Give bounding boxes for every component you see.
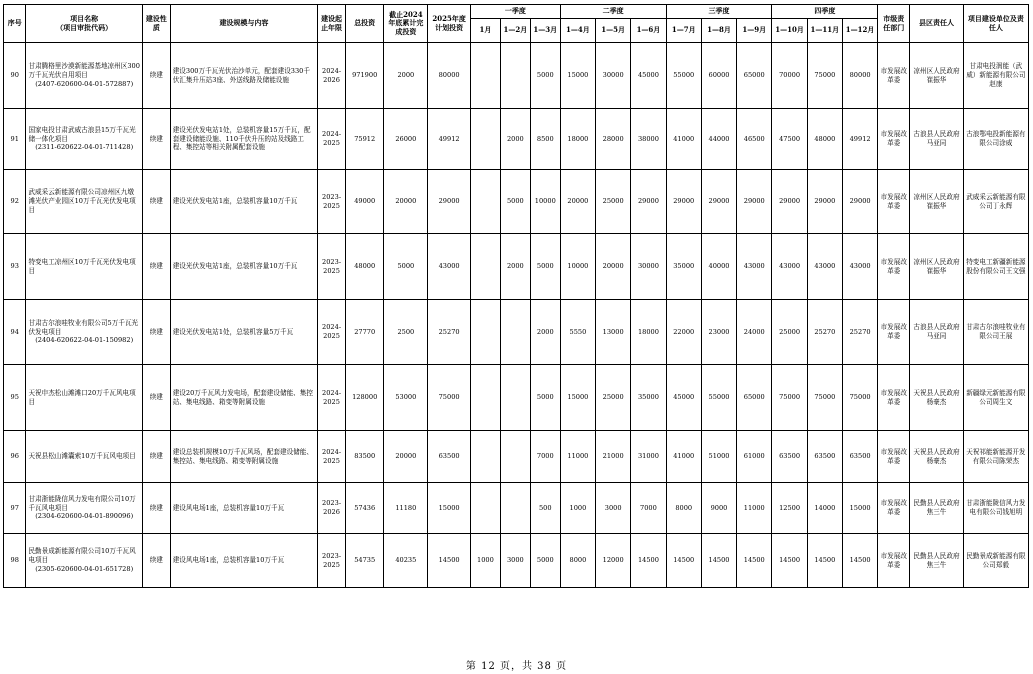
cell-m3: 5000 (530, 43, 560, 109)
cell-scale: 建设300万千瓦光伏治沙单元，配套建设330千伏汇集升压站3座、外送线路及储能设施 (170, 43, 317, 109)
header-month: 1月 (470, 19, 500, 43)
cell-m8: 55000 (701, 365, 736, 431)
cell-m12: 25270 (842, 300, 877, 365)
cell-m7: 8000 (666, 483, 701, 534)
cell-m8: 44000 (701, 109, 736, 170)
cell-m12: 75000 (842, 365, 877, 431)
cell-county: 凉州区人民政府崔振华 (910, 170, 963, 234)
cell-done: 5000 (384, 234, 428, 300)
header-month: 1—9月 (737, 19, 772, 43)
cell-m11: 75000 (807, 43, 842, 109)
header-month: 1—10月 (772, 19, 807, 43)
cell-m10: 47500 (772, 109, 807, 170)
project-code: (2404-620622-04-01-150982) (35, 336, 134, 345)
cell-nature: 续建 (142, 431, 170, 483)
cell-scale: 建设风电场1座，总装机容量10万千瓦 (170, 534, 317, 588)
cell-m2 (500, 43, 530, 109)
cell-m2: 2000 (500, 234, 530, 300)
cell-seq: 98 (4, 534, 26, 588)
cell-m9: 43000 (737, 234, 772, 300)
cell-m2 (500, 365, 530, 431)
cell-m9: 29000 (737, 170, 772, 234)
cell-m3: 5000 (530, 234, 560, 300)
cell-m4: 11000 (560, 431, 595, 483)
table-header (4, 5, 1029, 43)
header-seq: 序号 (4, 5, 26, 43)
cell-scale: 建设风电场1座，总装机容量10万千瓦 (170, 483, 317, 534)
cell-m9: 11000 (737, 483, 772, 534)
cell-county: 凉州区人民政府崔振华 (910, 43, 963, 109)
header-month: 1—7月 (666, 19, 701, 43)
cell-project-name (26, 170, 142, 234)
cell-nature: 续建 (142, 365, 170, 431)
cell-done: 40235 (384, 534, 428, 588)
cell-project-name (26, 365, 142, 431)
cell-m7: 45000 (666, 365, 701, 431)
cell-m7: 35000 (666, 234, 701, 300)
header-q4: 四季度 (772, 5, 878, 19)
cell-m3: 5000 (530, 534, 560, 588)
header-nature: 建设性质 (142, 5, 170, 43)
cell-m4: 15000 (560, 365, 595, 431)
cell-city-dept: 市发展改革委 (878, 431, 910, 483)
investment-plan-table (3, 4, 1029, 588)
table-row (4, 109, 1029, 170)
cell-project-name (26, 234, 142, 300)
cell-done: 20000 (384, 170, 428, 234)
cell-seq: 90 (4, 43, 26, 109)
cell-scale: 建设光伏发电站1座，总装机容量10万千瓦 (170, 170, 317, 234)
cell-m7: 41000 (666, 109, 701, 170)
cell-period: 2024-2025 (318, 109, 346, 170)
cell-unit: 古浪鄂电投新能源有限公司涂威 (963, 109, 1028, 170)
cell-unit: 民勤景成新能源有限公司郑毅 (963, 534, 1028, 588)
header-total: 总投资 (345, 5, 383, 43)
cell-m9: 61000 (737, 431, 772, 483)
cell-scale: 建设光伏发电站1处，总装机容量5万千瓦 (170, 300, 317, 365)
cell-plan2025: 80000 (428, 43, 471, 109)
cell-m6: 35000 (631, 365, 666, 431)
cell-period: 2024-2025 (318, 431, 346, 483)
cell-m1 (470, 43, 500, 109)
cell-m4: 8000 (560, 534, 595, 588)
cell-period: 2024-2025 (318, 365, 346, 431)
cell-plan2025: 14500 (428, 534, 471, 588)
cell-project-name (26, 483, 142, 534)
cell-plan2025: 63500 (428, 431, 471, 483)
cell-nature: 续建 (142, 109, 170, 170)
cell-m10: 63500 (772, 431, 807, 483)
cell-m10: 12500 (772, 483, 807, 534)
cell-m8: 60000 (701, 43, 736, 109)
cell-city-dept: 市发展改革委 (878, 365, 910, 431)
cell-seq: 92 (4, 170, 26, 234)
cell-m11: 14500 (807, 534, 842, 588)
cell-plan2025: 43000 (428, 234, 471, 300)
cell-m10: 14500 (772, 534, 807, 588)
cell-m10: 25000 (772, 300, 807, 365)
cell-m1: 1000 (470, 534, 500, 588)
cell-m10: 70000 (772, 43, 807, 109)
cell-m6: 14500 (631, 534, 666, 588)
header-plan-2025: 2025年度计划投资 (428, 5, 471, 43)
cell-m11: 48000 (807, 109, 842, 170)
cell-m11: 75000 (807, 365, 842, 431)
cell-city-dept: 市发展改革委 (878, 109, 910, 170)
cell-m9: 46500 (737, 109, 772, 170)
cell-m5: 25000 (596, 365, 631, 431)
cell-seq: 94 (4, 300, 26, 365)
project-name: 天祝申杰松山滩滩口20万千瓦风电项目 (28, 388, 136, 406)
cell-m8: 29000 (701, 170, 736, 234)
cell-m8: 9000 (701, 483, 736, 534)
cell-m1 (470, 234, 500, 300)
cell-m3: 5000 (530, 365, 560, 431)
cell-m7: 14500 (666, 534, 701, 588)
cell-m9: 14500 (737, 534, 772, 588)
page-footer: 第 12 页，共 38 页 (465, 661, 568, 672)
header-month: 1—8月 (701, 19, 736, 43)
cell-plan2025: 25270 (428, 300, 471, 365)
cell-m1 (470, 109, 500, 170)
header-q1: 一季度 (470, 5, 560, 19)
cell-m6: 45000 (631, 43, 666, 109)
cell-m3: 500 (530, 483, 560, 534)
cell-m4: 15000 (560, 43, 595, 109)
header-month: 1—3月 (530, 19, 560, 43)
cell-unit: 甘肃电投润能（武威）新能源有限公司赵康 (963, 43, 1028, 109)
table-row (4, 300, 1029, 365)
cell-m2 (500, 483, 530, 534)
header-month: 1—2月 (500, 19, 530, 43)
header-city-dept: 市级责任部门 (878, 5, 910, 43)
cell-total: 83500 (345, 431, 383, 483)
cell-m9: 65000 (737, 43, 772, 109)
table-row (4, 431, 1029, 483)
cell-m11: 29000 (807, 170, 842, 234)
cell-city-dept: 市发展改革委 (878, 234, 910, 300)
cell-plan2025: 75000 (428, 365, 471, 431)
cell-nature: 续建 (142, 483, 170, 534)
header-month: 1—6月 (631, 19, 666, 43)
cell-done: 53000 (384, 365, 428, 431)
cell-project-name (26, 300, 142, 365)
table-row (4, 170, 1029, 234)
cell-total: 48000 (345, 234, 383, 300)
cell-total: 128000 (345, 365, 383, 431)
cell-unit: 天祝祁能新能源开发有限公司陈荣杰 (963, 431, 1028, 483)
cell-m1 (470, 300, 500, 365)
cell-m7: 22000 (666, 300, 701, 365)
cell-m7: 41000 (666, 431, 701, 483)
project-name: 特变电工凉州区10万千瓦光伏发电项目 (28, 257, 136, 275)
header-month: 1—5月 (596, 19, 631, 43)
cell-period: 2023-2025 (318, 170, 346, 234)
cell-seq: 97 (4, 483, 26, 534)
cell-m5: 12000 (596, 534, 631, 588)
cell-period: 2023-2025 (318, 534, 346, 588)
cell-m9: 24000 (737, 300, 772, 365)
cell-total: 75912 (345, 109, 383, 170)
cell-unit: 新疆绿元新能源有限公司周生文 (963, 365, 1028, 431)
cell-county: 古浪县人民政府马亚同 (910, 109, 963, 170)
cell-project-name (26, 534, 142, 588)
cell-seq: 95 (4, 365, 26, 431)
cell-m11: 25270 (807, 300, 842, 365)
cell-city-dept: 市发展改革委 (878, 300, 910, 365)
cell-m4: 18000 (560, 109, 595, 170)
cell-city-dept: 市发展改革委 (878, 534, 910, 588)
cell-m11: 63500 (807, 431, 842, 483)
cell-county: 天祝县人民政府杨豪杰 (910, 365, 963, 431)
cell-m8: 14500 (701, 534, 736, 588)
cell-m2: 2000 (500, 109, 530, 170)
cell-m4: 20000 (560, 170, 595, 234)
cell-nature: 续建 (142, 234, 170, 300)
cell-m2: 5000 (500, 170, 530, 234)
cell-seq: 96 (4, 431, 26, 483)
cell-m1 (470, 170, 500, 234)
table-row (4, 234, 1029, 300)
cell-city-dept: 市发展改革委 (878, 170, 910, 234)
cell-nature: 续建 (142, 43, 170, 109)
table-row (4, 483, 1029, 534)
cell-m3: 10000 (530, 170, 560, 234)
header-name-line2: （项目审批代码） (56, 22, 113, 32)
cell-plan2025: 29000 (428, 170, 471, 234)
cell-seq: 93 (4, 234, 26, 300)
cell-m5: 30000 (596, 43, 631, 109)
cell-m3: 2000 (530, 300, 560, 365)
cell-m11: 14000 (807, 483, 842, 534)
cell-county: 凉州区人民政府崔振华 (910, 234, 963, 300)
header-month: 1—11月 (807, 19, 842, 43)
cell-scale: 建设总装机规模10万千瓦风场，配套建设储能、集控站、集电线路、箱变等附属设施 (170, 431, 317, 483)
cell-unit: 甘肃浙能陇信风力发电有限公司钱旭明 (963, 483, 1028, 534)
cell-scale: 建设20万千瓦风力发电场，配套建设储能、集控站、集电线路、箱变等附属设施 (170, 365, 317, 431)
project-name: 甘肃浙能陇信风力发电有限公司10万千瓦风电项目 (28, 494, 136, 512)
cell-m6: 7000 (631, 483, 666, 534)
cell-m2: 3000 (500, 534, 530, 588)
cell-m2 (500, 300, 530, 365)
cell-m12: 63500 (842, 431, 877, 483)
cell-scale: 建设光伏发电站1座，总装机容量10万千瓦 (170, 234, 317, 300)
table-row (4, 534, 1029, 588)
cell-m12: 14500 (842, 534, 877, 588)
header-q3: 三季度 (666, 5, 772, 19)
header-q2: 二季度 (560, 5, 666, 19)
cell-m1 (470, 431, 500, 483)
cell-unit: 特变电工新疆新能源股份有限公司王文强 (963, 234, 1028, 300)
project-code: (2305-620600-04-01-651728) (35, 564, 134, 573)
cell-period: 2023-2025 (318, 234, 346, 300)
cell-m1 (470, 365, 500, 431)
cell-done: 2000 (384, 43, 428, 109)
cell-m5: 20000 (596, 234, 631, 300)
cell-m11: 43000 (807, 234, 842, 300)
cell-project-name (26, 109, 142, 170)
cell-m12: 29000 (842, 170, 877, 234)
header-county: 县区责任人 (910, 5, 963, 43)
project-code: (2304-620600-04-01-890096) (35, 512, 134, 521)
project-name: 民勤景成新能源有限公司10万千瓦风电项目 (28, 547, 136, 565)
cell-nature: 续建 (142, 300, 170, 365)
header-period: 建设起止年限 (318, 5, 346, 43)
cell-m5: 13000 (596, 300, 631, 365)
cell-m8: 23000 (701, 300, 736, 365)
cell-m7: 55000 (666, 43, 701, 109)
cell-m12: 80000 (842, 43, 877, 109)
cell-unit: 武威采云新能源有限公司丁永辉 (963, 170, 1028, 234)
header-month: 1—12月 (842, 19, 877, 43)
cell-city-dept: 市发展改革委 (878, 43, 910, 109)
cell-m5: 28000 (596, 109, 631, 170)
cell-county: 民勤县人民政府焦三牛 (910, 534, 963, 588)
cell-m5: 25000 (596, 170, 631, 234)
cell-nature: 续建 (142, 534, 170, 588)
cell-m6: 29000 (631, 170, 666, 234)
cell-m10: 29000 (772, 170, 807, 234)
header-scale: 建设规模与内容 (170, 5, 317, 43)
cell-county: 民勤县人民政府焦三牛 (910, 483, 963, 534)
cell-project-name (26, 43, 142, 109)
cell-m3: 8500 (530, 109, 560, 170)
cell-unit: 甘肃古尔浪哇牧业有限公司王展 (963, 300, 1028, 365)
cell-m5: 3000 (596, 483, 631, 534)
cell-county: 古浪县人民政府马亚同 (910, 300, 963, 365)
cell-period: 2024-2026 (318, 43, 346, 109)
cell-m6: 30000 (631, 234, 666, 300)
cell-total: 54735 (345, 534, 383, 588)
project-code: (2407-620600-04-01-572887) (35, 79, 134, 88)
cell-total: 27770 (345, 300, 383, 365)
header-unit: 项目建设单位及责任人 (963, 5, 1028, 43)
cell-done: 26000 (384, 109, 428, 170)
cell-m4: 5550 (560, 300, 595, 365)
cell-m4: 10000 (560, 234, 595, 300)
cell-county: 天祝县人民政府杨豪杰 (910, 431, 963, 483)
cell-done: 11180 (384, 483, 428, 534)
cell-total: 49000 (345, 170, 383, 234)
cell-m3: 7000 (530, 431, 560, 483)
project-name: 国家电投甘肃武威古浪县15万千瓦光储一体化项目 (28, 125, 136, 143)
cell-m1 (470, 483, 500, 534)
header-project-name (26, 5, 142, 43)
cell-nature: 续建 (142, 170, 170, 234)
cell-m6: 31000 (631, 431, 666, 483)
cell-plan2025: 15000 (428, 483, 471, 534)
cell-total: 971900 (345, 43, 383, 109)
cell-m10: 75000 (772, 365, 807, 431)
cell-m8: 51000 (701, 431, 736, 483)
project-name: 武威采云新能源有限公司凉州区九墩滩光伏产业园区10万千瓦光伏发电项目 (28, 188, 136, 214)
header-done-2024: 截止2024年底累计完成投资 (384, 5, 428, 43)
cell-total: 57436 (345, 483, 383, 534)
project-name: 甘肃腾格里沙漠新能源基地凉州区300万千瓦光伏自用项目 (28, 62, 140, 80)
cell-m4: 1000 (560, 483, 595, 534)
cell-m5: 21000 (596, 431, 631, 483)
header-month: 1—4月 (560, 19, 595, 43)
cell-m8: 40000 (701, 234, 736, 300)
cell-m12: 15000 (842, 483, 877, 534)
cell-m12: 43000 (842, 234, 877, 300)
cell-m6: 18000 (631, 300, 666, 365)
project-code: (2311-620622-04-01-711428) (35, 143, 134, 152)
cell-m10: 43000 (772, 234, 807, 300)
cell-m9: 65000 (737, 365, 772, 431)
cell-project-name (26, 431, 142, 483)
cell-city-dept: 市发展改革委 (878, 483, 910, 534)
table-row (4, 43, 1029, 109)
header-name-line1: 项目名称 (70, 14, 99, 24)
cell-done: 20000 (384, 431, 428, 483)
cell-period: 2024-2025 (318, 300, 346, 365)
cell-m2 (500, 431, 530, 483)
cell-seq: 91 (4, 109, 26, 170)
cell-scale: 建设光伏发电站1处，总装机容量15万千瓦，配套建设储能设施、110千伏升压的站及线路工程、集控站等相关附属配套设施 (170, 109, 317, 170)
project-name: 甘肃古尔浪哇牧业有限公司5万千瓦光伏发电项目 (28, 318, 139, 336)
cell-done: 2500 (384, 300, 428, 365)
cell-m7: 29000 (666, 170, 701, 234)
table-body (4, 43, 1029, 588)
cell-plan2025: 49912 (428, 109, 471, 170)
cell-period: 2023-2026 (318, 483, 346, 534)
cell-m12: 49912 (842, 109, 877, 170)
project-name: 天祝县松山滩囊索10万千瓦风电项目 (28, 452, 136, 461)
cell-m6: 38000 (631, 109, 666, 170)
table-row (4, 365, 1029, 431)
